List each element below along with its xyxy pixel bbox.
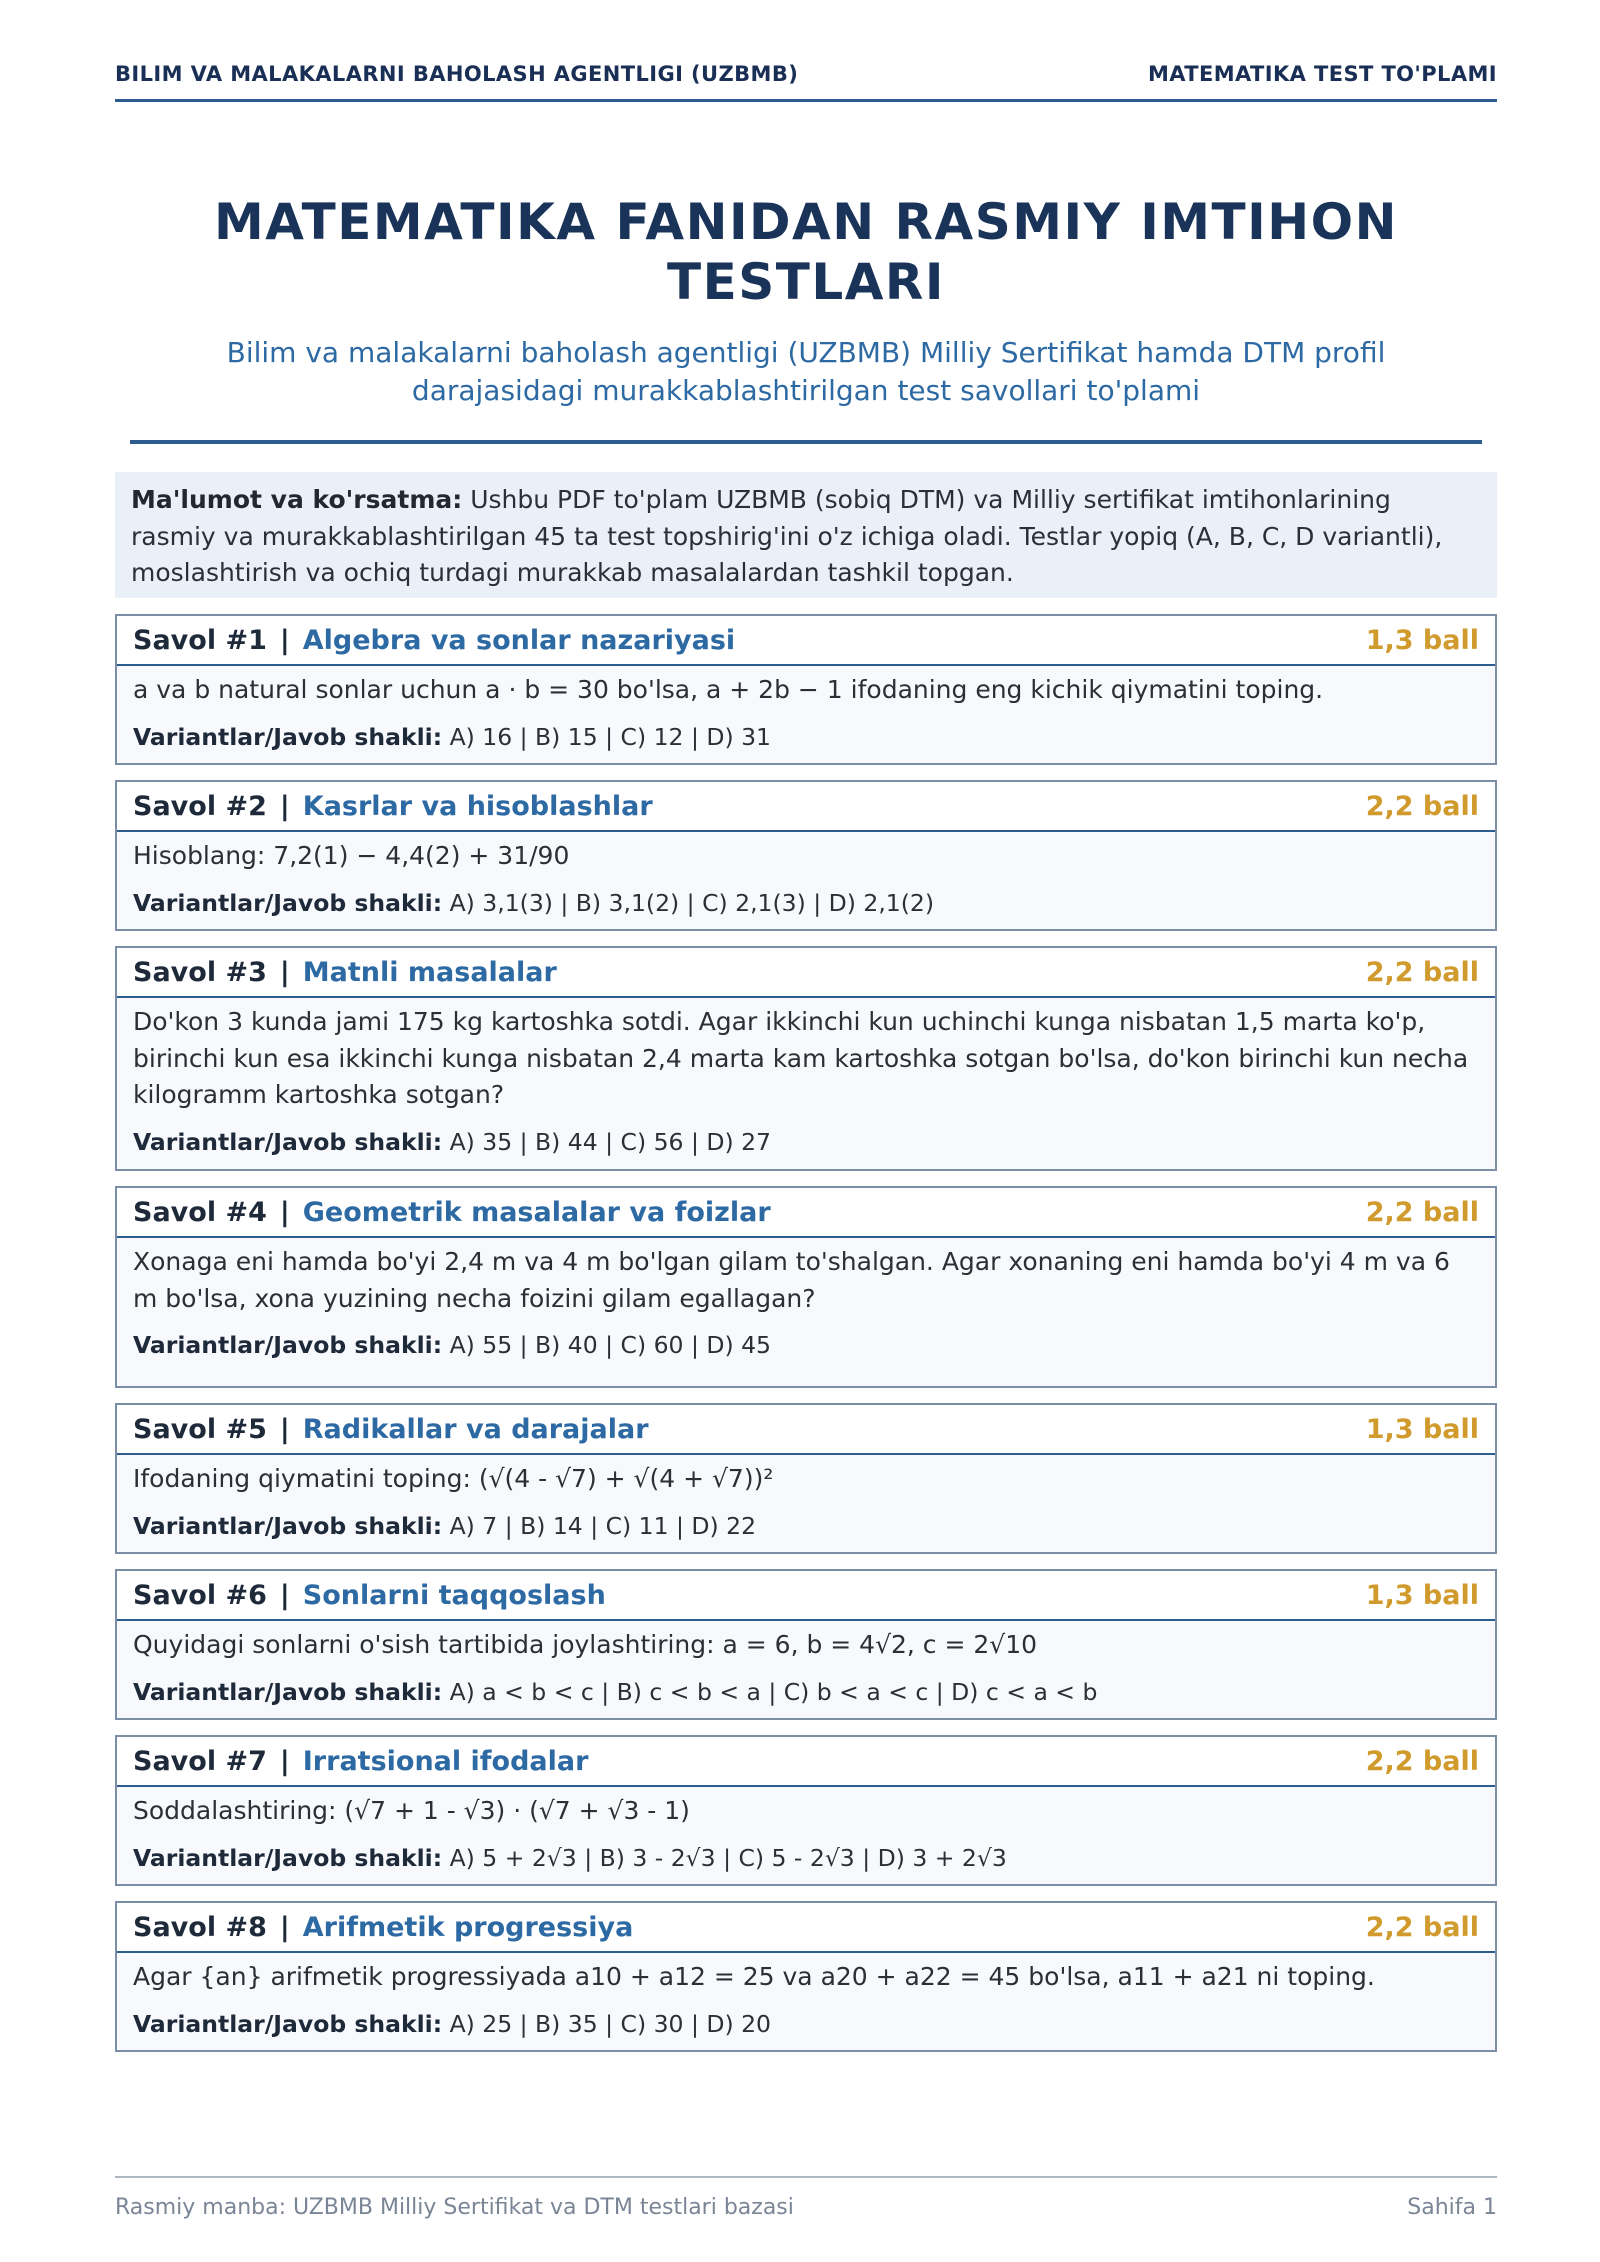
question-points: 1,3 ball xyxy=(1365,624,1479,656)
question-number: Savol #6 xyxy=(133,1579,267,1611)
info-text: Ushbu PDF to'plam UZBMB (sobiq DTM) va Milliy sertifikat imtihonlarining rasmiy va murakkablashtirilgan 45 ta test topshirig'ini o'z ichiga oladi. Testlar yopiq (A, B, C, D variantli), moslashtirish va ochiq turdagi murakkab masalalardan tashkil topgan. xyxy=(131,485,1443,587)
answers-options: A) 55 | B) 40 | C) 60 | D) 45 xyxy=(442,1331,772,1359)
question-answers xyxy=(117,1676,1495,1708)
question-number: Savol #4 xyxy=(133,1196,267,1228)
answers-label: Variantlar/Javob shakli: xyxy=(133,1511,443,1540)
question-number: Savol #2 xyxy=(133,790,267,822)
question-number: Savol #8 xyxy=(133,1911,267,1943)
header-separator: | xyxy=(279,1579,290,1611)
question-answers xyxy=(117,887,1495,919)
answers-options: A) 7 | B) 14 | C) 11 | D) 22 xyxy=(442,1511,757,1540)
answers-label: Variantlar/Javob shakli: xyxy=(133,1843,443,1872)
question-card xyxy=(115,1186,1497,1388)
header-separator: | xyxy=(279,956,290,988)
running-header xyxy=(115,62,1497,102)
question-points: 2,2 ball xyxy=(1365,1911,1479,1943)
question-card xyxy=(115,780,1497,931)
answers-label: Variantlar/Javob shakli: xyxy=(133,888,443,917)
document-subtitle-line-1: Bilim va malakalarni baholash agentligi (UZBMB) Milliy Sertifikat hamda DTM profil xyxy=(226,336,1386,369)
header-separator: | xyxy=(279,1413,290,1445)
question-points: 1,3 ball xyxy=(1365,1413,1479,1445)
document-subtitle-line-2: darajasidagi murakkablashtirilgan test savollari to'plami xyxy=(411,374,1201,407)
document-title-line-1: MATEMATIKA FANIDAN RASMIY IMTIHON xyxy=(214,193,1398,251)
footer-source: Rasmiy manba: UZBMB Milliy Sertifikat va DTM testlari bazasi xyxy=(115,2195,794,2220)
question-card xyxy=(115,614,1497,765)
document-subtitle xyxy=(115,334,1497,410)
question-answers xyxy=(117,2008,1495,2040)
question-answers xyxy=(117,721,1495,753)
header-agency: BILIM VA MALAKALARNI BAHOLASH AGENTLIGI (UZBMB) xyxy=(115,62,799,86)
title-divider xyxy=(130,440,1482,444)
question-number: Savol #1 xyxy=(133,624,267,656)
question-topic: Matnli masalalar xyxy=(302,956,557,988)
question-header xyxy=(117,782,1495,832)
header-separator: | xyxy=(279,1196,290,1228)
question-header xyxy=(117,1571,1495,1621)
title-block xyxy=(115,192,1497,410)
header-separator: | xyxy=(279,790,290,822)
answers-options: A) 35 | B) 44 | C) 56 | D) 27 xyxy=(442,1127,772,1156)
question-topic: Geometrik masalalar va foizlar xyxy=(302,1196,771,1228)
question-text: Quyidagi sonlarni o'sish tartibida joylashtiring: a = 6, b = 4√2, c = 2√10 xyxy=(133,1630,1038,1659)
header-separator: | xyxy=(279,624,290,656)
answers-label: Variantlar/Javob shakli: xyxy=(133,1127,443,1156)
question-text: Do'kon 3 kunda jami 175 kg kartoshka sotdi. Agar ikkinchi kun uchinchi kunga nisbatan 1,5 marta ko'p, birinchi kun esa ikkinchi kunga nisbatan 2,4 marta kam kartoshka sotgan bo'lsa, do'kon birinchi kun necha kilogramm kartoshka sotgan? xyxy=(133,1007,1469,1109)
page-number: Sahifa 1 xyxy=(1407,2195,1497,2220)
question-points: 2,2 ball xyxy=(1365,790,1479,822)
header-collection: MATEMATIKA TEST TO'PLAMI xyxy=(1147,62,1497,86)
answers-label: Variantlar/Javob shakli: xyxy=(133,2009,443,2038)
question-card xyxy=(115,1569,1497,1720)
question-number: Savol #7 xyxy=(133,1745,267,1777)
header-separator: | xyxy=(279,1911,290,1943)
question-number: Savol #3 xyxy=(133,956,267,988)
question-card xyxy=(115,1403,1497,1554)
question-header xyxy=(117,1737,1495,1787)
question-header xyxy=(117,1188,1495,1238)
question-text: a va b natural sonlar uchun a · b = 30 bo'lsa, a + 2b − 1 ifodaning eng kichik qiymatini toping. xyxy=(133,675,1324,704)
info-box xyxy=(115,472,1497,598)
question-topic: Kasrlar va hisoblashlar xyxy=(302,790,653,822)
question-header xyxy=(117,1903,1495,1953)
question-points: 2,2 ball xyxy=(1365,1745,1479,1777)
question-card xyxy=(115,1735,1497,1886)
answers-options: A) a < b < c | B) c < b < a | C) b < a < c | D) c < a < b xyxy=(442,1677,1098,1706)
question-topic: Radikallar va darajalar xyxy=(302,1413,649,1445)
question-card xyxy=(115,1901,1497,2052)
answers-options: A) 5 + 2√3 | B) 3 - 2√3 | C) 5 - 2√3 | D) 3 + 2√3 xyxy=(442,1843,1007,1872)
answers-label: Variantlar/Javob shakli: xyxy=(133,1331,443,1359)
question-number: Savol #5 xyxy=(133,1413,267,1445)
question-answers xyxy=(117,1510,1495,1542)
running-footer xyxy=(115,2176,1497,2220)
question-answers xyxy=(117,1842,1495,1874)
document-title xyxy=(115,192,1497,312)
question-card xyxy=(115,946,1497,1171)
question-topic: Algebra va sonlar nazariyasi xyxy=(302,624,736,656)
document-page xyxy=(115,0,1497,2262)
question-header xyxy=(117,1405,1495,1455)
header-separator: | xyxy=(279,1745,290,1777)
question-text: Xonaga eni hamda bo'yi 2,4 m va 4 m bo'lgan gilam to'shalgan. Agar xonaning eni hamda bo'yi 4 m va 6 m bo'lsa, xona yuzining necha foizini gilam egallagan? xyxy=(133,1247,1450,1313)
question-points: 2,2 ball xyxy=(1365,1196,1479,1228)
question-text: Soddalashtiring: (√7 + 1 - √3) · (√7 + √3 - 1) xyxy=(133,1796,690,1825)
question-text: Ifodaning qiymatini toping: (√(4 - √7) + √(4 + √7))² xyxy=(133,1464,774,1493)
question-points: 1,3 ball xyxy=(1365,1579,1479,1611)
question-header xyxy=(117,616,1495,666)
answers-options: A) 25 | B) 35 | C) 30 | D) 20 xyxy=(442,2009,772,2038)
question-topic: Irratsional ifodalar xyxy=(302,1745,589,1777)
question-text: Agar {an} arifmetik progressiyada a10 + a12 = 25 va a20 + a22 = 45 bo'lsa, a11 + a21 ni toping. xyxy=(133,1962,1375,1991)
answers-options: A) 16 | B) 15 | C) 12 | D) 31 xyxy=(442,722,772,751)
question-topic: Arifmetik progressiya xyxy=(302,1911,634,1943)
question-text: Hisoblang: 7,2(1) − 4,4(2) + 31/90 xyxy=(133,841,570,870)
info-label: Ma'lumot va ko'rsatma: xyxy=(131,485,463,514)
question-answers xyxy=(117,1329,1495,1361)
document-title-line-2: TESTLARI xyxy=(666,253,946,311)
question-topic: Sonlarni taqqoslash xyxy=(302,1579,606,1611)
question-answers xyxy=(117,1126,1495,1158)
answers-label: Variantlar/Javob shakli: xyxy=(133,1677,443,1706)
answers-options: A) 3,1(3) | B) 3,1(2) | C) 2,1(3) | D) 2,1(2) xyxy=(442,888,935,917)
question-points: 2,2 ball xyxy=(1365,956,1479,988)
answers-label: Variantlar/Javob shakli: xyxy=(133,722,443,751)
question-header xyxy=(117,948,1495,998)
